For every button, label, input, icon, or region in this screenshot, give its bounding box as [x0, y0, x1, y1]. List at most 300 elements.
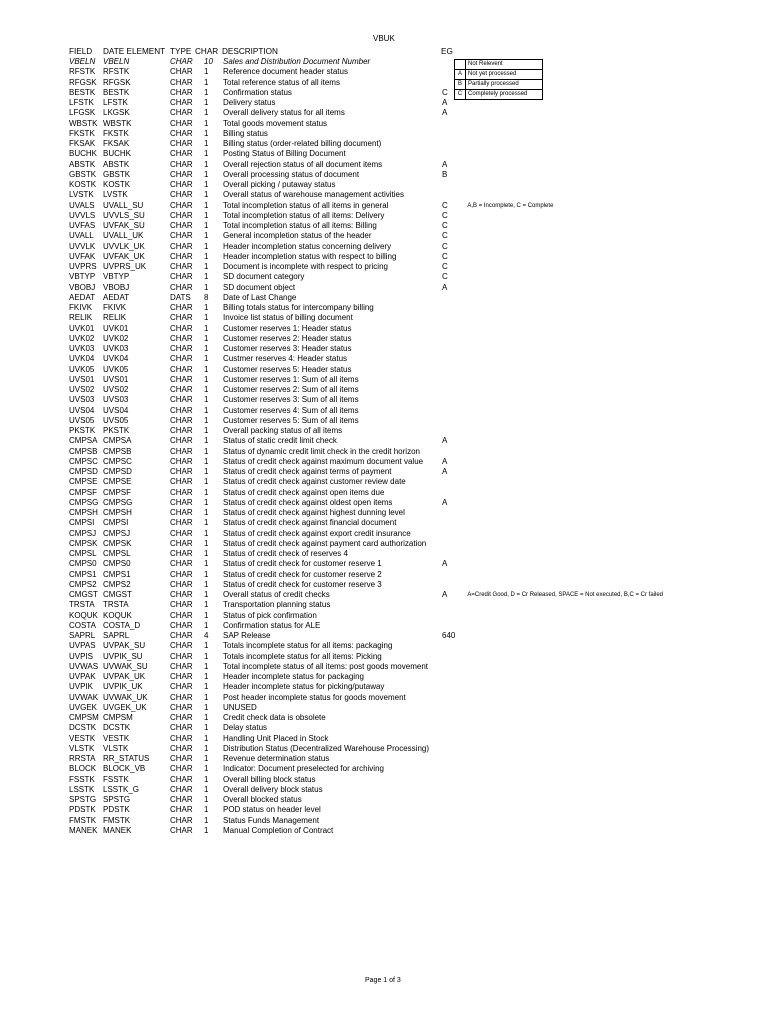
field-cell: FMSTK [69, 815, 97, 825]
length-cell: 1 [204, 559, 209, 569]
field-cell: PDSTK [69, 805, 96, 815]
note-cell [455, 734, 663, 744]
field-cell: VBTYP [69, 272, 96, 282]
type-cell: CHAR [170, 108, 193, 118]
type-cell: CHAR [170, 67, 193, 77]
description-cell: Customer reserves 2: Sum of all items [223, 385, 359, 394]
description-cell: Handling Unit Placed in Stock [223, 733, 329, 743]
field-cell: KOQUK [69, 610, 98, 620]
description-cell: Total incompletion status of all items: Billing [223, 221, 377, 230]
example-cell [442, 600, 455, 610]
field-cell: SPSTG [69, 795, 97, 804]
example-cell [442, 518, 455, 528]
data-element-cell: CMPSF [103, 487, 131, 497]
data-element-cell: LSSTK_G [103, 784, 140, 794]
table-row [69, 703, 663, 713]
note-cell [455, 805, 663, 815]
note-cell [455, 354, 663, 364]
data-element-cell: GBSTK [103, 169, 131, 179]
length-cell: 1 [204, 651, 209, 661]
example-cell [442, 190, 455, 200]
type-cell: CHAR [170, 723, 193, 733]
description-cell: SD document object [223, 282, 296, 292]
length-cell: 1 [204, 723, 209, 733]
description-cell: Overall delivery status for all items [223, 108, 345, 118]
field-cell: FKIVK [69, 303, 93, 312]
length-cell: 1 [204, 118, 209, 128]
field-cell: UVPIK [69, 682, 94, 692]
type-cell: CHAR [170, 221, 193, 230]
field-cell: CMPSD [69, 467, 98, 476]
note-cell [455, 764, 663, 774]
example-cell [442, 764, 455, 774]
type-cell: CHAR [170, 303, 193, 312]
description-cell: Totals incomplete status for all items: packaging [223, 641, 393, 651]
note-cell [455, 426, 663, 436]
table-row [69, 395, 663, 405]
type-cell: CHAR [170, 385, 193, 394]
length-cell: 1 [204, 620, 209, 630]
data-element-cell: SAPRL [103, 631, 130, 640]
length-cell: 1 [204, 128, 209, 138]
length-cell: 1 [204, 528, 209, 538]
example-cell [442, 785, 455, 795]
data-element-cell: VLSTK [103, 743, 129, 753]
field-cell: COSTA [69, 620, 96, 630]
type-cell: CHAR [170, 579, 193, 589]
field-cell: CMPS1 [69, 569, 97, 579]
data-element-cell: UVS03 [103, 395, 129, 405]
table-row [69, 170, 663, 180]
description-cell: Status of credit check against terms of payment [223, 467, 392, 476]
description-cell: Status of credit check against highest dunning level [223, 508, 405, 517]
data-element-cell: CMPSL [103, 549, 131, 558]
description-cell: Billing status [223, 128, 268, 138]
length-cell: 1 [204, 159, 209, 169]
description-cell: Header incomplete status for picking/putaway [223, 682, 385, 692]
field-cell: TRSTA [69, 600, 95, 610]
description-cell: Status of pick confirmation [223, 610, 317, 620]
note-cell [455, 436, 663, 446]
type-cell: CHAR [170, 374, 193, 384]
description-cell: Status Funds Management [223, 815, 320, 825]
description-cell: Overall delivery block status [223, 784, 323, 794]
field-cell: FKSTK [69, 128, 95, 138]
description-cell: Customer reserves 2: Header status [223, 333, 352, 343]
table-row [69, 682, 663, 692]
field-cell: VBOBJ [69, 282, 96, 292]
table-row [69, 447, 663, 457]
note-cell [455, 395, 663, 405]
table-row [69, 88, 663, 98]
field-table [69, 57, 663, 836]
field-cell: UVS05 [69, 415, 95, 425]
field-cell: CMPSE [69, 477, 98, 487]
description-cell: Customer reserves 1: Sum of all items [223, 374, 359, 384]
field-cell: BLOCK [69, 764, 97, 774]
note-cell [455, 252, 663, 262]
note-cell [455, 313, 663, 323]
note-cell [455, 795, 663, 805]
example-cell: C [442, 200, 448, 210]
type-cell: CHAR [170, 600, 193, 610]
field-cell: PKSTK [69, 426, 96, 435]
example-cell [442, 570, 455, 580]
field-cell: UVVLS [69, 210, 96, 220]
table-row [69, 129, 663, 139]
note-cell [455, 242, 663, 252]
example-cell [442, 447, 455, 457]
field-cell: UVWAS [69, 661, 99, 671]
data-element-cell: WBSTK [103, 118, 132, 128]
table-row [69, 549, 663, 559]
example-cell: A [442, 456, 448, 466]
length-cell: 1 [204, 354, 209, 364]
example-cell: A [442, 467, 448, 476]
type-cell: CHAR [170, 702, 193, 712]
field-cell: LVSTK [69, 190, 94, 200]
length-cell: 1 [204, 497, 209, 507]
example-cell [442, 488, 455, 498]
field-cell: MANEK [69, 825, 98, 835]
length-cell: 1 [204, 313, 209, 323]
legend-value: Not yet processed [466, 70, 543, 80]
table-row [69, 57, 663, 67]
note-cell [455, 631, 663, 641]
type-cell: CHAR [170, 590, 193, 599]
length-cell: 1 [204, 426, 209, 435]
data-element-cell: VBOBJ [103, 282, 130, 292]
table-row [69, 785, 663, 795]
type-cell: CHAR [170, 210, 193, 220]
data-element-cell: CMPSH [103, 508, 132, 517]
example-cell [442, 754, 455, 764]
description-cell: Status of credit check against customer review date [223, 477, 406, 487]
data-element-cell: BLOCK_VB [103, 764, 146, 774]
type-cell: CHAR [170, 743, 193, 753]
type-cell: CHAR [170, 672, 193, 681]
note-cell [455, 641, 663, 651]
note-cell [455, 457, 663, 467]
data-element-cell: UVPIK_UK [103, 682, 143, 692]
note-cell [455, 682, 663, 692]
example-cell [442, 139, 455, 149]
table-row [69, 365, 663, 375]
length-cell: 1 [204, 815, 209, 825]
data-element-cell: FSSTK [103, 774, 129, 784]
field-cell: LSSTK [69, 784, 95, 794]
length-cell: 1 [204, 764, 209, 774]
example-cell [442, 529, 455, 539]
field-cell: SAPRL [69, 631, 96, 640]
note-cell [455, 262, 663, 272]
length-cell: 1 [204, 241, 209, 251]
example-cell [442, 365, 455, 375]
example-cell [442, 611, 455, 621]
length-cell: 1 [204, 77, 209, 87]
type-cell: CHAR [170, 200, 193, 210]
description-cell: Customer reserves 4: Sum of all items [223, 405, 359, 415]
example-cell [442, 539, 455, 549]
type-cell: CHAR [170, 825, 193, 835]
note-cell [455, 508, 663, 518]
note-cell [455, 190, 663, 200]
data-element-cell: CMGST [103, 590, 132, 599]
table-row [69, 426, 663, 436]
example-cell [442, 795, 455, 805]
field-cell: BESTK [69, 87, 96, 97]
type-cell: CHAR [170, 313, 193, 323]
data-element-cell: RFGSK [103, 77, 131, 87]
description-cell: Customer reserves 5: Sum of all items [223, 415, 359, 425]
data-element-cell: LFSTK [103, 98, 128, 107]
note-cell [455, 477, 663, 487]
field-cell: UVK05 [69, 364, 95, 374]
legend-value: Not Relevent [466, 60, 543, 70]
length-cell: 1 [204, 210, 209, 220]
data-element-cell: UVPRS_UK [103, 262, 147, 271]
description-cell: Status of credit check for customer reserve 3 [223, 579, 382, 589]
example-cell [442, 693, 455, 703]
length-cell: 1 [204, 610, 209, 620]
type-cell: CHAR [170, 272, 193, 282]
description-cell: Status of credit check against maximum document value [223, 456, 424, 466]
table-row [69, 221, 663, 231]
field-cell: GBSTK [69, 169, 97, 179]
description-cell: Document is incomplete with respect to pricing [223, 262, 388, 271]
legend-key: B [455, 80, 466, 90]
description-cell: Delivery status [223, 98, 276, 107]
type-cell: CHAR [170, 528, 193, 538]
description-cell: Status of dynamic credit limit check in the credit horizon [223, 446, 420, 456]
example-cell [442, 334, 455, 344]
length-cell: 1 [204, 405, 209, 415]
length-cell: 1 [204, 590, 209, 599]
data-element-cell: UVS01 [103, 374, 129, 384]
length-cell: 1 [204, 508, 209, 517]
example-cell: A [442, 497, 448, 507]
description-cell: Status of credit check against export credit insurance [223, 528, 411, 538]
description-cell: Totals incomplete status for all items: Picking [223, 651, 382, 661]
field-cell: VBELN [69, 57, 96, 66]
length-cell: 1 [204, 713, 209, 722]
field-cell: UVPAK [69, 672, 96, 681]
type-cell: CHAR [170, 415, 193, 425]
note-cell [455, 539, 663, 549]
table-row [69, 293, 663, 303]
field-cell: UVS02 [69, 385, 95, 394]
table-row [69, 488, 663, 498]
description-cell: Status of credit check of reserves 4 [223, 549, 348, 558]
length-cell: 1 [204, 795, 209, 804]
table-row [69, 375, 663, 385]
header-type: TYPE [170, 47, 192, 56]
note-cell [455, 119, 663, 129]
description-cell: Date of Last Change [223, 292, 297, 302]
table-row [69, 764, 663, 774]
data-element-cell: UVK05 [103, 364, 129, 374]
type-cell: CHAR [170, 497, 193, 507]
length-cell: 1 [204, 538, 209, 548]
table-row [69, 631, 663, 641]
description-cell: Overall picking / putaway status [223, 180, 336, 189]
type-cell: CHAR [170, 477, 193, 487]
length-cell: 1 [204, 446, 209, 456]
type-cell: CHAR [170, 651, 193, 661]
note-cell [455, 139, 663, 149]
field-cell: UVK02 [69, 333, 95, 343]
length-cell: 1 [204, 221, 209, 230]
description-cell: Status of credit check against open items due [223, 487, 385, 497]
type-cell: CHAR [170, 57, 193, 66]
length-cell: 1 [204, 251, 209, 261]
field-cell: CMGST [69, 590, 98, 599]
type-cell: CHAR [170, 692, 193, 702]
length-cell: 1 [204, 169, 209, 179]
legend-key: A [455, 70, 466, 80]
data-element-cell: RFSTK [103, 67, 130, 77]
table-row [69, 406, 663, 416]
example-cell: B [442, 169, 448, 179]
data-element-cell: UVS02 [103, 385, 129, 394]
table-row [69, 693, 663, 703]
table-row [69, 805, 663, 815]
type-cell: CHAR [170, 241, 193, 251]
table-row [69, 211, 663, 221]
table-row [69, 119, 663, 129]
field-cell: CMPS2 [69, 579, 97, 589]
example-cell [442, 672, 455, 682]
note-cell [455, 559, 663, 569]
note-cell [455, 662, 663, 672]
type-cell: CHAR [170, 159, 193, 169]
example-cell [442, 344, 455, 354]
note-cell [455, 467, 663, 477]
type-cell: CHAR [170, 487, 193, 497]
data-element-cell: UVGEK_UK [103, 702, 147, 712]
example-cell: C [442, 272, 448, 282]
description-cell: Confirmation status for ALE [223, 620, 321, 630]
note-cell [455, 334, 663, 344]
note-cell [455, 498, 663, 508]
note-cell [455, 375, 663, 385]
page-footer: Page 1 of 3 [365, 977, 401, 984]
data-element-cell: CMPS2 [103, 579, 131, 589]
length-cell: 1 [204, 487, 209, 497]
description-cell: Sales and Distribution Document Number [223, 57, 371, 66]
example-cell [442, 805, 455, 815]
type-cell: CHAR [170, 631, 193, 640]
example-cell [442, 395, 455, 405]
type-cell: CHAR [170, 456, 193, 466]
note-cell [455, 231, 663, 241]
type-cell: CHAR [170, 795, 193, 804]
description-cell: Header incomplete status for packaging [223, 672, 364, 681]
data-element-cell: FMSTK [103, 815, 131, 825]
table-row [69, 498, 663, 508]
field-cell: CMPSG [69, 497, 99, 507]
example-cell: C [442, 231, 448, 241]
length-cell: 8 [204, 292, 209, 302]
description-cell: Billing status (order-related billing document) [223, 139, 382, 148]
type-cell: CHAR [170, 661, 193, 671]
type-cell: CHAR [170, 169, 193, 179]
length-cell: 1 [204, 190, 209, 200]
description-cell: Total reference status of all items [223, 77, 340, 87]
example-cell [442, 580, 455, 590]
description-cell: Customer reserves 3: Header status [223, 344, 352, 353]
example-cell: A [442, 159, 448, 169]
table-row [69, 108, 663, 118]
data-element-cell: UVWAK_UK [103, 692, 148, 702]
data-element-cell: UVFAK_SU [103, 221, 145, 230]
table-row [69, 672, 663, 682]
data-element-cell: TRSTA [103, 600, 129, 610]
data-element-cell: MANEK [103, 825, 132, 835]
note-cell [455, 580, 663, 590]
description-cell: Distribution Status (Decentralized Warehouse Processing) [223, 743, 430, 753]
data-element-cell: UVPAK_UK [103, 672, 146, 681]
length-cell: 1 [204, 415, 209, 425]
field-cell: RRSTA [69, 754, 96, 763]
description-cell: General incompletion status of the header [223, 231, 372, 241]
type-cell: CHAR [170, 508, 193, 517]
type-cell: CHAR [170, 282, 193, 292]
legend-value: Completely processed [466, 90, 543, 100]
table-row [69, 467, 663, 477]
note-cell [455, 293, 663, 303]
header-char: CHAR [195, 47, 219, 56]
field-cell: CMPSH [69, 508, 98, 517]
field-cell: UVPIS [69, 651, 94, 661]
description-cell: Total incomplete status of all items: post goods movement [223, 661, 428, 671]
field-cell: UVK01 [69, 323, 95, 333]
data-element-cell: CMPSK [103, 538, 132, 548]
field-cell: VLSTK [69, 743, 95, 753]
data-element-cell: UVVLK_UK [103, 241, 145, 251]
type-cell: CHAR [170, 323, 193, 333]
type-cell: CHAR [170, 190, 193, 200]
example-cell [442, 816, 455, 826]
example-cell [442, 713, 455, 723]
table-row [69, 518, 663, 528]
length-cell: 1 [204, 139, 209, 148]
field-cell: RFSTK [69, 67, 96, 77]
description-cell: Header incompletion status with respect to billing [223, 251, 397, 261]
table-row [69, 744, 663, 754]
note-cell [455, 816, 663, 826]
type-cell: CHAR [170, 344, 193, 353]
note-cell [455, 754, 663, 764]
length-cell: 1 [204, 692, 209, 702]
length-cell: 1 [204, 282, 209, 292]
legend-row [455, 60, 543, 70]
type-cell: CHAR [170, 436, 193, 446]
length-cell: 1 [204, 467, 209, 476]
example-cell: A [442, 559, 448, 569]
data-element-cell: CMPSD [103, 467, 132, 476]
length-cell: 1 [204, 323, 209, 333]
field-cell: LFSTK [69, 98, 94, 107]
field-cell: UVPRS [69, 262, 97, 271]
length-cell: 1 [204, 87, 209, 97]
description-cell: Custmer reserves 4: Header status [223, 354, 348, 364]
length-cell: 1 [204, 385, 209, 394]
type-cell: CHAR [170, 682, 193, 692]
description-cell: Status of credit check for customer reserve 1 [223, 559, 382, 569]
field-cell: UVK04 [69, 354, 95, 364]
field-cell: CMPSL [69, 549, 97, 558]
